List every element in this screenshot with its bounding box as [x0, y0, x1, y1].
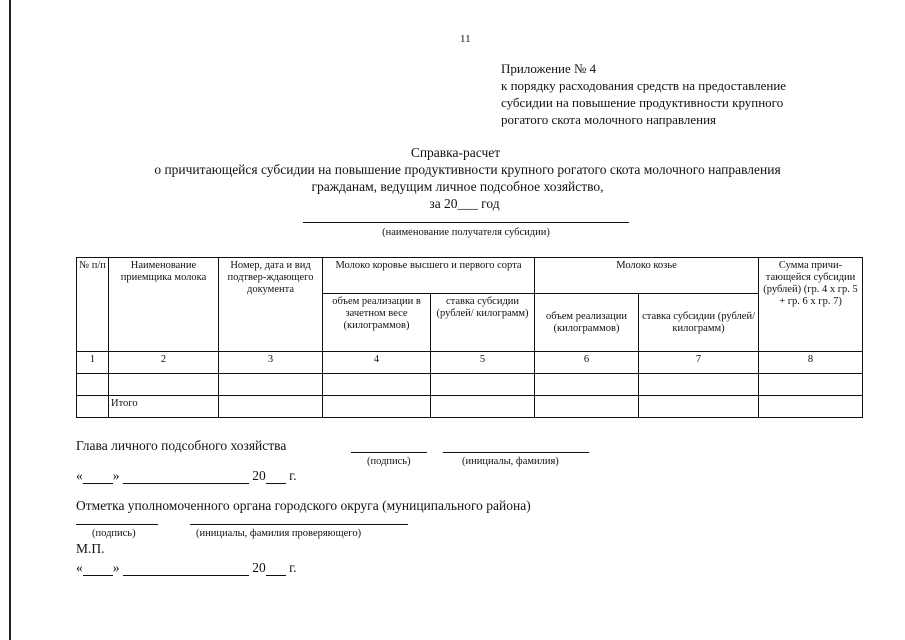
column-number: 5 — [431, 352, 535, 374]
appendix-header — [501, 60, 786, 128]
date-year-suffix: г. — [289, 468, 297, 483]
date-open-quote: « — [76, 468, 83, 483]
column-number: 1 — [77, 352, 109, 374]
header-cow-volume: объем реализации в зачетном весе (килограммов) — [323, 294, 431, 352]
column-number: 6 — [535, 352, 639, 374]
header-document: Номер, дата и вид подтвер-ждающего документа — [219, 258, 323, 352]
header-goat-rate: ставка субсидии (рублей/килограмм) — [639, 294, 759, 352]
calculation-table — [76, 257, 863, 418]
head-signature-caption: (подпись) — [367, 456, 411, 467]
appendix-line-2: к порядку расходования средств на предоставление — [501, 78, 787, 93]
day-blank — [83, 575, 113, 576]
authority-name-caption: (инициалы, фамилия проверяющего) — [196, 528, 362, 539]
date-year-prefix: 20 — [252, 468, 266, 483]
page-number: 11 — [460, 33, 471, 45]
recipient-caption: (наименование получателя субсидии) — [382, 227, 550, 238]
header-goat-milk: Молоко козье — [535, 258, 759, 294]
column-number: 4 — [323, 352, 431, 374]
date-close-quote: » — [112, 468, 120, 483]
head-signature-line — [351, 452, 427, 453]
header-receiver: Наименование приемщика молока — [109, 258, 219, 352]
table-row-total — [77, 396, 863, 418]
table-row-empty — [77, 374, 863, 396]
appendix-line-1: Приложение № 4 — [501, 61, 597, 76]
appendix-line-4: рогатого скота молочного направления — [501, 112, 717, 127]
head-name-line — [443, 452, 589, 453]
total-label: Итого — [109, 396, 219, 418]
column-number: 2 — [109, 352, 219, 374]
authority-date-field — [76, 560, 297, 576]
header-sum: Сумма причи-тающейся субсидии (рублей) (гр. 4 х гр. 5 + гр. 6 х гр. 7) — [759, 258, 863, 352]
header-cow-milk: Молоко коровье высшего и первого сорта — [323, 258, 535, 294]
recipient-name-line — [303, 222, 629, 223]
title-line-4: за 20___ год — [429, 196, 500, 211]
document-title — [0, 144, 905, 212]
date-close-quote: » — [112, 560, 120, 575]
authority-signature-line — [76, 524, 158, 525]
date-year-prefix: 20 — [252, 560, 266, 575]
authority-signature-caption: (подпись) — [92, 528, 136, 539]
authority-name-line — [190, 524, 408, 525]
page-left-border — [9, 0, 11, 640]
title-line-2: о причитающейся субсидии на повышение продуктивности крупного рогатого скота молочного направления — [154, 162, 781, 177]
head-date-field — [76, 468, 297, 484]
column-number: 7 — [639, 352, 759, 374]
date-year-suffix: г. — [289, 560, 297, 575]
header-cow-rate: ставка субсидии (рублей/ килограмм) — [431, 294, 535, 352]
month-blank — [123, 483, 249, 484]
head-name-caption: (инициалы, фамилия) — [462, 456, 559, 467]
title-line-1: Справка-расчет — [410, 145, 501, 160]
year-blank — [266, 575, 286, 576]
title-line-3: гражданам, ведущим личное подсобное хозяйство, — [311, 179, 604, 194]
column-number: 3 — [219, 352, 323, 374]
day-blank — [83, 483, 113, 484]
authority-mark-label: Отметка уполномоченного органа городского округа (муниципального района) — [76, 498, 531, 513]
stamp-label: М.П. — [76, 541, 105, 556]
column-number-row — [77, 352, 863, 374]
appendix-line-3: субсидии на повышение продуктивности крупного — [501, 95, 784, 110]
header-goat-volume: объем реализации (килограммов) — [535, 294, 639, 352]
month-blank — [123, 575, 249, 576]
head-of-household-label: Глава личного подсобного хозяйства — [76, 438, 287, 453]
header-num: № п/п — [77, 258, 109, 352]
year-blank — [266, 483, 286, 484]
date-open-quote: « — [76, 560, 83, 575]
column-number: 8 — [759, 352, 863, 374]
